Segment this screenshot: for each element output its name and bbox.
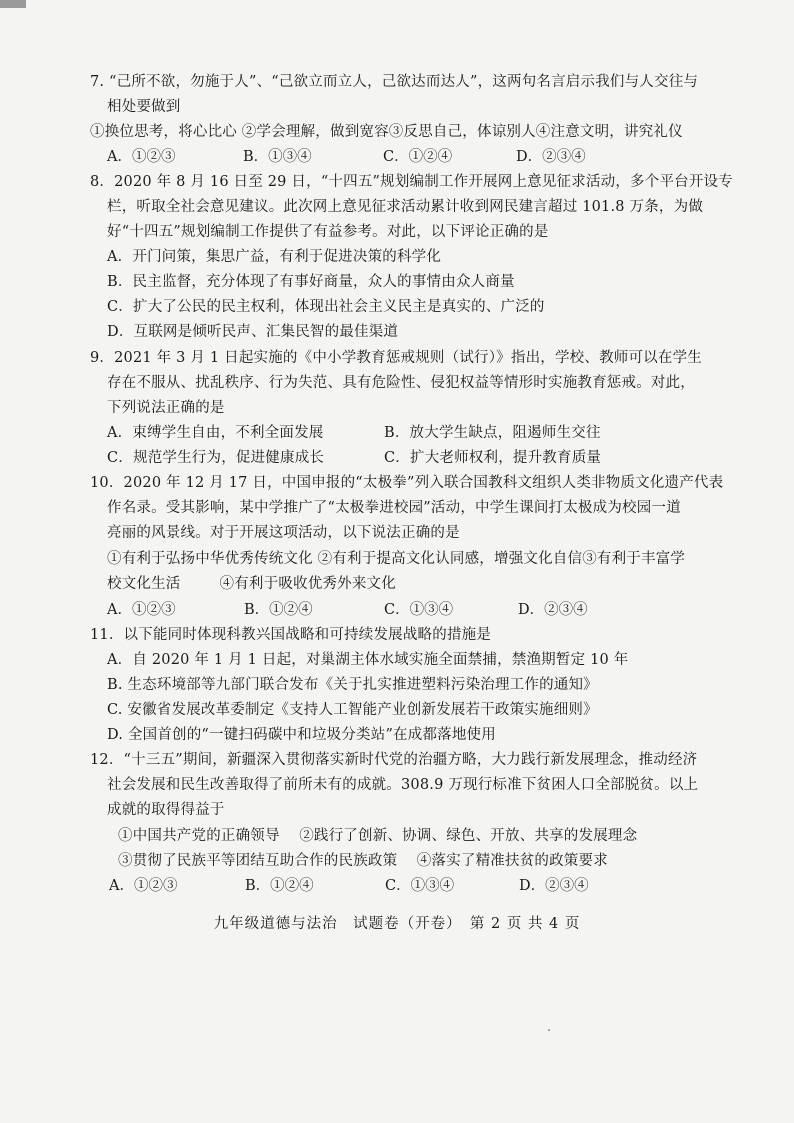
question-11-option-a: A．自 2020 年 1 月 1 日起，对巢湖主体水域实施全面禁捕，禁渔期暂定 10 年 — [107, 652, 629, 668]
question-10-statements-line-2: 校文化生活 ④有利于吸收优秀外来文化 — [107, 576, 396, 592]
question-11-option-c: C. 安徽省发展改革委制定《支持人工智能产业创新发展若干政策实施细则》 — [107, 702, 598, 718]
question-11-option-b: B. 生态环境部等九部门联合发布《关于扎实推进塑料污染治理工作的通知》 — [107, 677, 598, 693]
question-9-option-b: B．放大学生缺点，阻遏师生交往 — [384, 425, 601, 441]
question-10-option-d: D．②③④ — [518, 602, 588, 618]
question-7-line-1: 7. “己所不欲，勿施于人”、“己欲立而立人，己欲达而达人”，这两句名言启示我们与人交往与 — [90, 74, 699, 90]
question-7-option-c: C．①②④ — [383, 149, 453, 165]
question-12-line-2: 社会发展和民生改善取得了前所未有的成就。308.9 万现行标准下贫困人口全部脱贫。以上 — [107, 777, 699, 793]
question-12-line-3: 成就的取得得益于 — [107, 802, 225, 818]
question-9-option-c: C．规范学生行为，促进健康成长 — [107, 450, 325, 466]
question-7-statements: ①换位思考，将心比心 ②学会理解，做到宽容③反思自己，体谅别人④注意文明，讲究礼仪 — [90, 124, 683, 140]
question-8-line-3: 好“十四五”规划编制工作提供了有益参考。对此，以下评论正确的是 — [107, 224, 549, 240]
question-9-line-1: 9．2021 年 3 月 1 日起实施的《中小学教育惩戒规则（试行）》指出，学校、教师可以在学生 — [90, 350, 702, 366]
question-9-option-a: A．束缚学生自由，不利全面发展 — [107, 425, 324, 441]
question-10-line-3: 亮丽的风景线。对于开展这项活动，以下说法正确的是 — [107, 525, 460, 541]
question-10-option-c: C．①③④ — [384, 602, 454, 618]
question-8-option-c: C．扩大了公民的民主权利，体现出社会主义民主是真实的、广泛的 — [107, 299, 545, 315]
question-9-line-3: 下列说法正确的是 — [107, 400, 225, 416]
question-8-line-2: 栏，听取全社会意见建议。此次网上意见征求活动累计收到网民建言超过 101.8 万条，为做 — [107, 199, 704, 215]
question-8-option-d: D．互联网是倾听民声、汇集民智的最佳渠道 — [107, 324, 399, 340]
question-12-line-1: 12．“十三五”期间，新疆深入贯彻落实新时代党的治疆方略，大力践行新发展理念，推动经济 — [90, 752, 698, 768]
scan-speck — [548, 1029, 550, 1031]
question-10-option-b: B．①②④ — [244, 602, 313, 618]
question-11-line-1: 11．以下能同时体现科教兴国战略和可持续发展战略的措施是 — [90, 627, 492, 643]
question-8-line-1: 8．2020 年 8 月 16 日至 29 日，“十四五”规划编制工作开展网上意见征求活动，多个平台开设专 — [90, 174, 733, 190]
question-10-statements-line-1: ①有利于弘扬中华优秀传统文化 ②有利于提高文化认同感，增强文化自信③有利于丰富学 — [107, 551, 686, 567]
question-10-line-1: 10．2020 年 12 月 17 日，中国申报的“太极拳”列入联合国教科文组织人类非物质文化遗产代表 — [90, 475, 724, 491]
question-7-option-a: A．①②③ — [107, 149, 176, 165]
question-9-option-d: C．扩大老师权利，提升教育质量 — [384, 450, 602, 466]
question-7-option-b: B．①③④ — [243, 149, 312, 165]
question-8-option-a: A．开门问策，集思广益，有利于促进决策的科学化 — [107, 249, 442, 265]
question-7-line-2: 相处要做到 — [107, 99, 181, 115]
question-12-option-d: D．②③④ — [519, 878, 589, 894]
question-10-line-2: 作名录。受其影响，某中学推广了“太极拳进校园”活动，中学生课间打太极成为校园一道 — [107, 500, 681, 516]
question-12-statements-line-2: ③贯彻了民族平等团结互助合作的民族政策 ④落实了精准扶贫的政策要求 — [118, 853, 608, 869]
question-12-option-a: A．①②③ — [109, 878, 178, 894]
question-8-option-b: B．民主监督，充分体现了有事好商量，众人的事情由众人商量 — [107, 274, 515, 290]
question-9-line-2: 存在不服从、扰乱秩序、行为失范、具有危险性、侵犯权益等情形时实施教育惩戒。对此， — [107, 375, 695, 391]
question-7-option-d: D．②③④ — [516, 149, 586, 165]
question-10-option-a: A．①②③ — [107, 602, 176, 618]
question-12-option-c: C．①③④ — [385, 878, 455, 894]
question-12-option-b: B．①②④ — [245, 878, 314, 894]
page-footer: 九年级道德与法治 试题卷（开卷） 第 2 页 共 4 页 — [213, 916, 581, 932]
question-12-statements-line-1: ①中国共产党的正确领导 ②践行了创新、协调、绿色、开放、共享的发展理念 — [118, 828, 638, 844]
question-11-option-d: D. 全国首创的“一键扫码碳中和垃圾分类站”在成都落地使用 — [107, 727, 496, 743]
